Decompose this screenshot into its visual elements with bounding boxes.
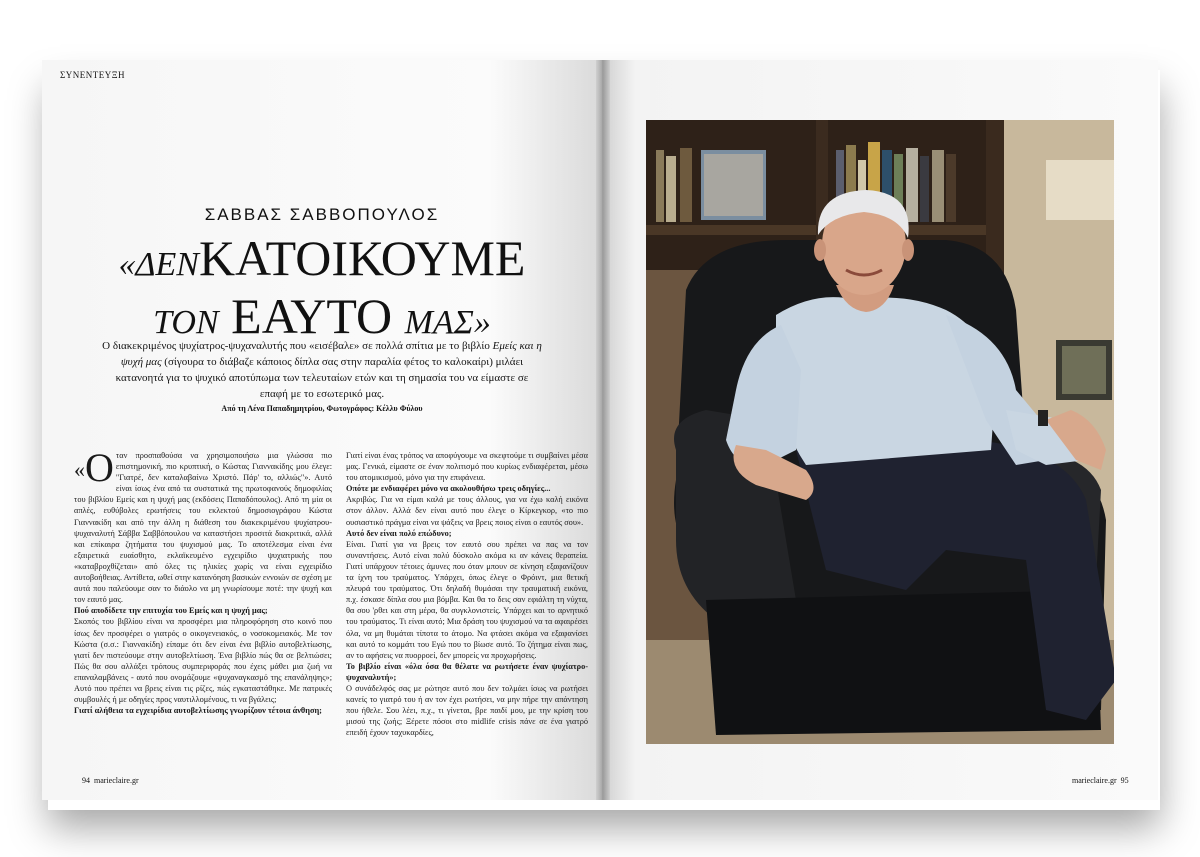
headline-main-1: ΚΑΤΟΙΚΟΥΜΕ [198, 230, 526, 286]
portrait-photo [646, 120, 1114, 744]
question-4: Αυτό δεν είναι πολύ επώδυνο; [346, 528, 452, 538]
article-column-1 [74, 445, 332, 716]
byline-credits: Από τη Λένα Παπαδημητρίου, Φωτογράφος: Κέλλυ Φύλου [221, 404, 423, 413]
drop-quote: « [74, 457, 85, 482]
question-3: Οπότε με ενδιαφέρει μόνο να ακολουθήσω τρεις οδηγίες... [346, 484, 551, 494]
headline-line-1 [42, 230, 602, 293]
article-column-2 [346, 450, 588, 738]
drop-cap [74, 445, 114, 490]
page-number-left: 94 [82, 776, 90, 785]
portrait-illustration [646, 120, 1114, 744]
answer-2: Γιατί είναι ένας τρόπος να αποφύγουμε να σκεφτούμε τι συμβαίνει μέσα μας. Γενικά, είμαστε σε έναν πολιτισμό που κυρίως ενδιαφέρεται, μέσω του ατομικισμού, μόνο για την επιφάνεια. [346, 451, 588, 483]
standfirst-book-title: Εμείς και η ψυχή μας [120, 340, 542, 368]
spine-gutter [596, 60, 610, 800]
site-name-left: marieclaire.gr [94, 776, 139, 785]
left-page [42, 60, 602, 800]
answer-4: Είναι. Γιατί για να βρεις τον εαυτό σου πρέπει να πας να τον συναντήσεις. Αυτό είναι πολύ δύσκολο ακόμα κι αν κάνεις θεραπεία. Γιατί υπάρχουν τέτοιες άμυνες που όταν μπουν σε κίνηση εξαφανίζουν τα ίχνη του τραύματος. Υπάρχει, όπως έλεγε ο Φρόιντ, μια θετική πλευρά του τραύματος. Ότι δηλαδή θυμάσαι την τραυματική εικόνα, π.χ. έσκασε δίπλα σου μια βόμβα. Και θα το δεις σαν εφιάλτη τη νύχτα, θα σου 'ρθει και στη μέρα, θα συγκλονιστείς. Υπάρχει και το αρνητικό του τραύματος. Τι είναι αυτό; Μια δράση του ψυχισμού να τα αφαιρέσει όλα, να μη θυμάται τίποτα το άτομο. Να φτάσει ακόμα να εξαφανίσει και αυτό το κομμάτι του Εγώ που το βίωσε αυτό. Το ζήτημα είναι πως, αν το αφήσεις να πυορροεί, δεν μπορείς να προχωρήσεις. [346, 539, 588, 660]
headline-main-2: ΕΑΥΤΟ [231, 288, 393, 344]
headline-italic-2b: ΜΑΣ» [404, 304, 491, 341]
kicker-name: ΣΑΒΒΑΣ ΣΑΒΒΟΠΟΥΛΟΣ [204, 205, 440, 224]
headline-italic-1: «ΔΕΝ [118, 246, 199, 283]
answer-3: Ακριβώς. Για να είμαι καλά με τους άλλους, για να έχω καλή εικόνα στον άλλον. Αλλά δεν είναι αυτό που έλεγε ο Κίρκεγκορ, «το πιο ουσιαστικό πράγμα είναι να ψάξεις να βρεις ποιος είναι ο εαυτός σου». [346, 495, 588, 527]
question-5: Το βιβλίο είναι «όλα όσα θα θέλατε να ρωτήσετε έναν ψυχίατρο-ψυχαναλυτή»; [346, 661, 588, 682]
standfirst-text-2: (σίγουρα το διάβαζε κάποιος δίπλα σας στην παραλία φέτος το καλοκαίρι) μιλάει κατανοητά για το ψυχικό αποτύπωμα των τελευταίων ετών και τη σημασία του να είμαστε σε επαφή με το εσωτερικό μας. [115, 356, 529, 400]
answer-1: Σκοπός του βιβλίου είναι να προσφέρει μια πληροφόρηση στο κοινό που ίσως δεν προσφέρει ο γιατρός ο οικογενειακός, ο νοσοκομειακός. Με τον Κώστα (σ.σ.: Γιαννακίδη) είπαμε ότι δεν είναι ένα βιβλίο αυτοβελτίωσης, γιατί δεν πιστεύουμε στην αυτοβελτίωση. Ένα βιβλίο πώς θα σε βελτιώσει; Πώς θα σου αλλάξει τρόπους συμπεριφοράς που έχεις μάθει μια ζωή να επαναλαμβάνεις - αυτό που ονομάζουμε «ψυχαναγκασμό της επανάληψης»; Αυτό που πρέπει να βρεις είναι τις ρίζες, πώς εγκαταστάθηκε. Με πατρικές συμβουλές ή με οδηγίες προς ναυτιλλομένους, τι να βγάλεις; [74, 617, 332, 705]
standfirst [102, 338, 542, 402]
page-number-right: 95 [1120, 776, 1129, 785]
question-1: Πού αποδίδετε την επιτυχία του Εμείς και η ψυχή μας; [74, 606, 268, 616]
section-label: ΣΥΝΕΝΤΕΥΞΗ [60, 70, 126, 80]
intro-paragraph: ταν προσπαθούσα να χρησιμοποιήσω μια γλώσσα πιο επιστημονική, πιο κρυπτική, ο Κώστας Γιαννακίδης μου έλεγε: "Γιατρέ, δεν καταλαβαίνω Χριστό. Πάρ' το, αλλιώς"». Αυτό είναι ίσως ένα από τα συστατικά της πρωτοφανούς δημοφιλίας του βιβλίου Εμείς και η ψυχή μας (εκδόσεις Παπαδόπουλος). Από τη μία οι απλές, ευθύβολες ερωτήσεις του εκλεκτού δημοσιογράφου Κώστα Γιαννακίδη και από την άλλη η διάθεση του διακεκριμένου ψυχίατρου-ψυχαναλυτή Σάββα Σαββόπουλου να καταστήσει προσιτά διακριτικά, αλλά και επίκαιρα ζητήματα του ψυχισμού μας. Το αποτέλεσμα είναι ένα εξαιρετικά ευαίσθητο, εκλαϊκευμένο εγχειρίδιο ψυχιατρικής που «καταβροχθίζεται» από όλες τις ηλικίες χωρίς να είναι εγχειρίδιο αυτοβοήθειας. Αντίθετα, ωθεί στην κατανόηση βασικών εννοιών σε σχέση με αυτά που παλεύουμε σαν το διάολο να μη γνωρίσουμε ποτέ: την ψυχή και τον εαυτό μας. [74, 451, 332, 605]
headline-italic-2a: ΤΟΝ [153, 304, 219, 341]
drop-letter: Ο [85, 445, 114, 490]
site-name-right: marieclaire.gr [1072, 776, 1117, 785]
folio-right [1072, 776, 1129, 785]
folio-left [82, 776, 139, 785]
answer-5: Ο συνάδελφός σας με ρώτησε αυτό που δεν τολμάει ίσως να ρωτήσει κανείς το γιατρό του ή αν τον έχει ρωτήσει, να μην πήρε την απάντηση που ήθελε. Σου λέει, π.χ., τι γίνεται, βρε παιδί μου, με την κρίση του μισού της ζωής; Ξέρετε πόσοι στο midlife crisis πάνε σε ένα γιατρό επειδή έχουν ταχυκαρδίες, [346, 683, 588, 738]
question-2: Γιατί αλήθεια τα εγχειρίδια αυτοβελτίωσης γνωρίζουν τέτοια άνθηση; [74, 706, 322, 716]
standfirst-text-1: Ο διακεκριμένος ψυχίατρος-ψυχαναλυτής που «εισέβαλε» σε πολλά σπίτια με το βιβλίο [102, 340, 493, 352]
right-page [602, 60, 1158, 800]
